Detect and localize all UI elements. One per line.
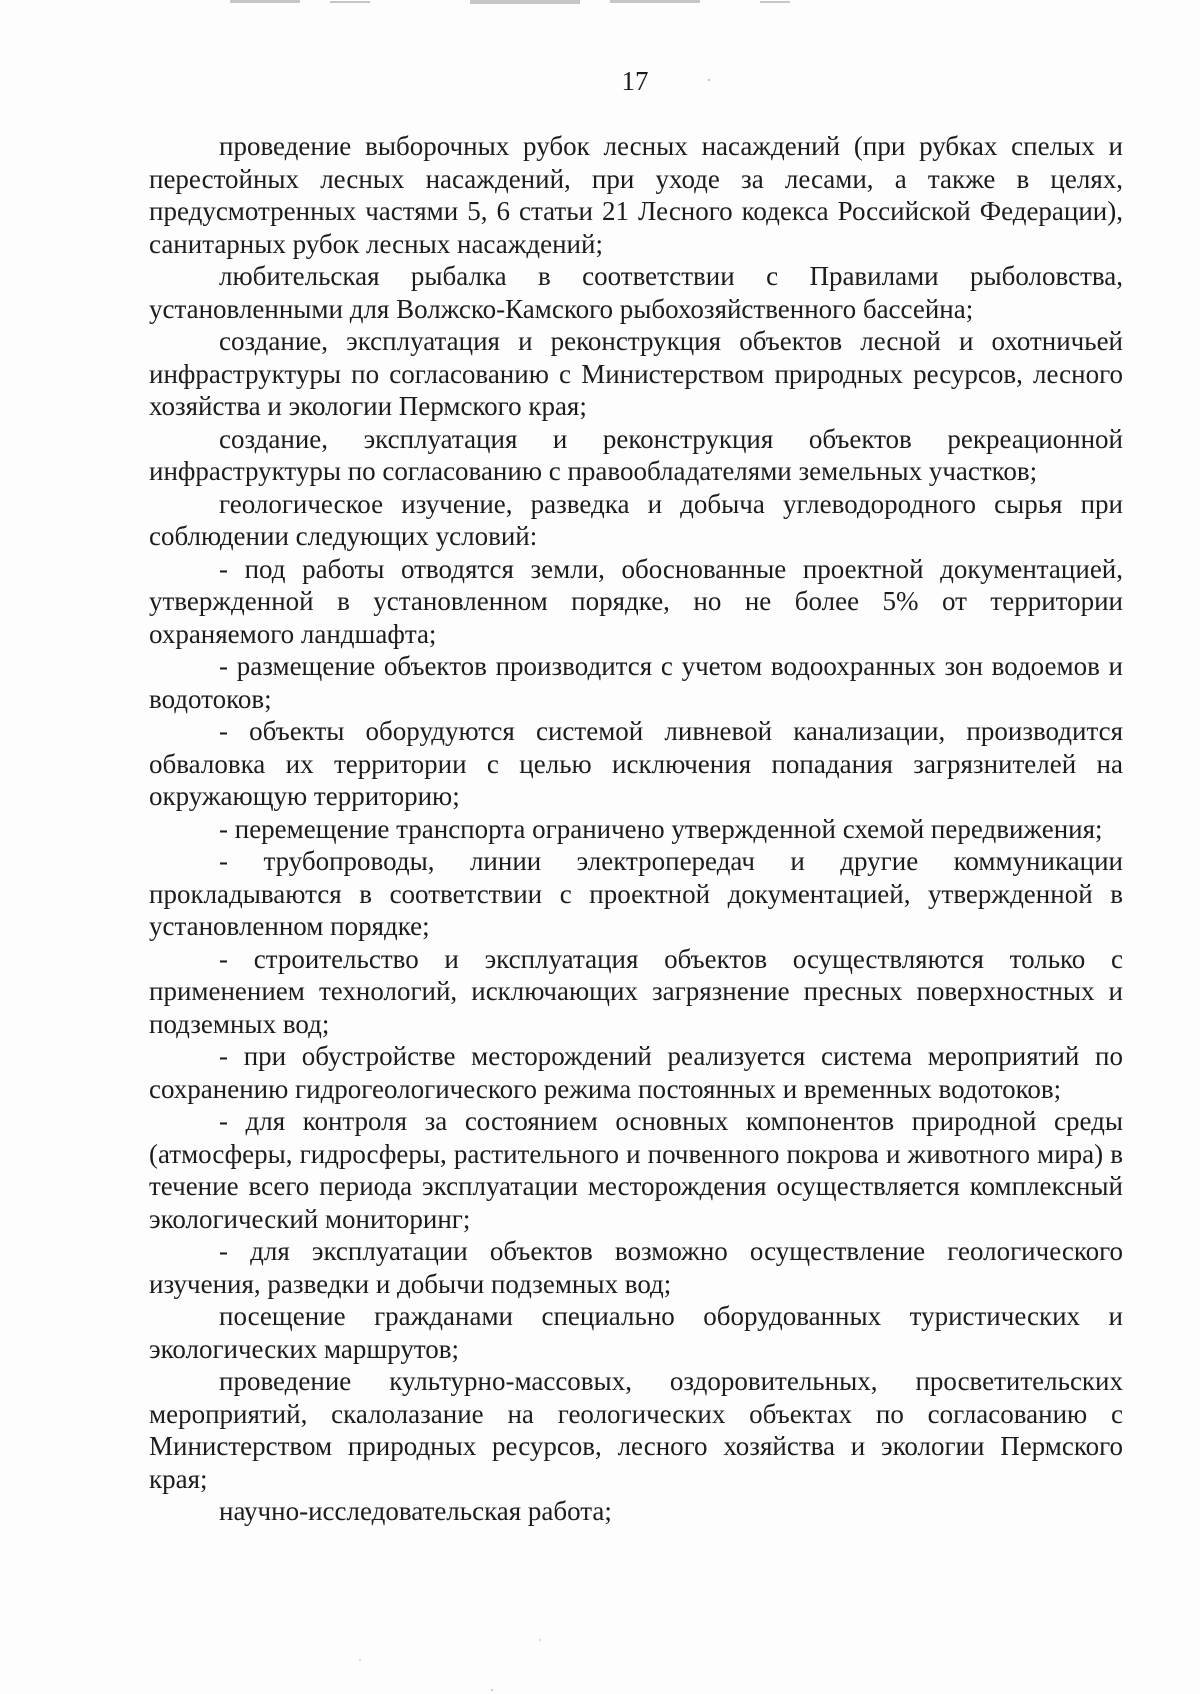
- document-body: [149, 130, 1123, 1528]
- list-item-land-allocation: - под работы отводятся земли, обоснованные проектной документацией, утвержденной в установленном порядке, но не более 5% от территории охраняемого ландшафта;: [149, 553, 1123, 649]
- list-item-environmental-monitoring: - для контроля за состоянием основных компонентов природной среды (атмосферы, гидросферы, растительного и почвенного покрова и животного мира) в течение всего периода эксплуатации месторождения осуществляется комплексный экологический мониторинг;: [149, 1106, 1123, 1234]
- paragraph-cultural-events: проведение культурно-массовых, оздоровительных, просветительских мероприятий, скалолазание на геологических объектах по согласованию с Министерством природных ресурсов, лесного хозяйства и экологии Пермского края;: [149, 1366, 1123, 1494]
- paragraph-geological-study: геологическое изучение, разведка и добыча углеводородного сырья при соблюдении следующих условий:: [149, 488, 1123, 551]
- list-item-water-protection-zones: - размещение объектов производится с учетом водоохранных зон водоемов и водотоков;: [149, 651, 1123, 714]
- paragraph-forest-infrastructure: создание, эксплуатация и реконструкция объектов лесной и охотничьей инфраструктуры по согласованию с Министерством природных ресурсов, лесного хозяйства и экологии Пермского края;: [149, 326, 1123, 421]
- paragraph-tourist-routes: посещение гражданами специально оборудованных туристических и экологических маршрутов;: [149, 1301, 1123, 1364]
- list-item-pipelines: - трубопроводы, линии электропередач и другие коммуникации прокладываются в соответствии с проектной документацией, утвержденной в установленном порядке;: [149, 846, 1123, 941]
- list-item-groundwater: - для эксплуатации объектов возможно осуществление геологического изучения, разведки и добычи подземных вод;: [149, 1236, 1123, 1299]
- paragraph-amateur-fishing: любительская рыбалка в соответствии с Правилами рыболовства, установленными для Волжско-Камского рыбохозяйственного бассейна;: [149, 261, 1123, 324]
- list-item-transport-scheme: - перемещение транспорта ограничено утвержденной схемой передвижения;: [219, 813, 1103, 844]
- paragraph-recreation-infrastructure: создание, эксплуатация и реконструкция объектов рекреационной инфраструктуры по согласованию с правообладателями земельных участков;: [149, 423, 1123, 486]
- paragraph-research-work: научно-исследовательская работа;: [219, 1496, 612, 1526]
- list-item-construction-technologies: - строительство и эксплуатация объектов осуществляются только с применением технологий, исключающих загрязнение пресных поверхностных и подземных вод;: [149, 943, 1123, 1039]
- paragraph-selective-logging: проведение выборочных рубок лесных насаждений (при рубках спелых и перестойных лесных насаждений, при уходе за лесами, а также в целях, предусмотренных частями 5, 6 статьи 21 Лесного кодекса Российской Федерации), санитарных рубок лесных насаждений;: [149, 131, 1123, 259]
- page-number: 17: [621, 66, 649, 96]
- list-item-storm-sewer: - объекты оборудуются системой ливневой канализации, производится обваловка их территории с целью исключения попадания загрязнителей на окружающую территорию;: [149, 716, 1123, 811]
- list-item-hydrogeological-regime: - при обустройстве месторождений реализуется система мероприятий по сохранению гидрогеологического режима постоянных и временных водотоков;: [149, 1041, 1123, 1104]
